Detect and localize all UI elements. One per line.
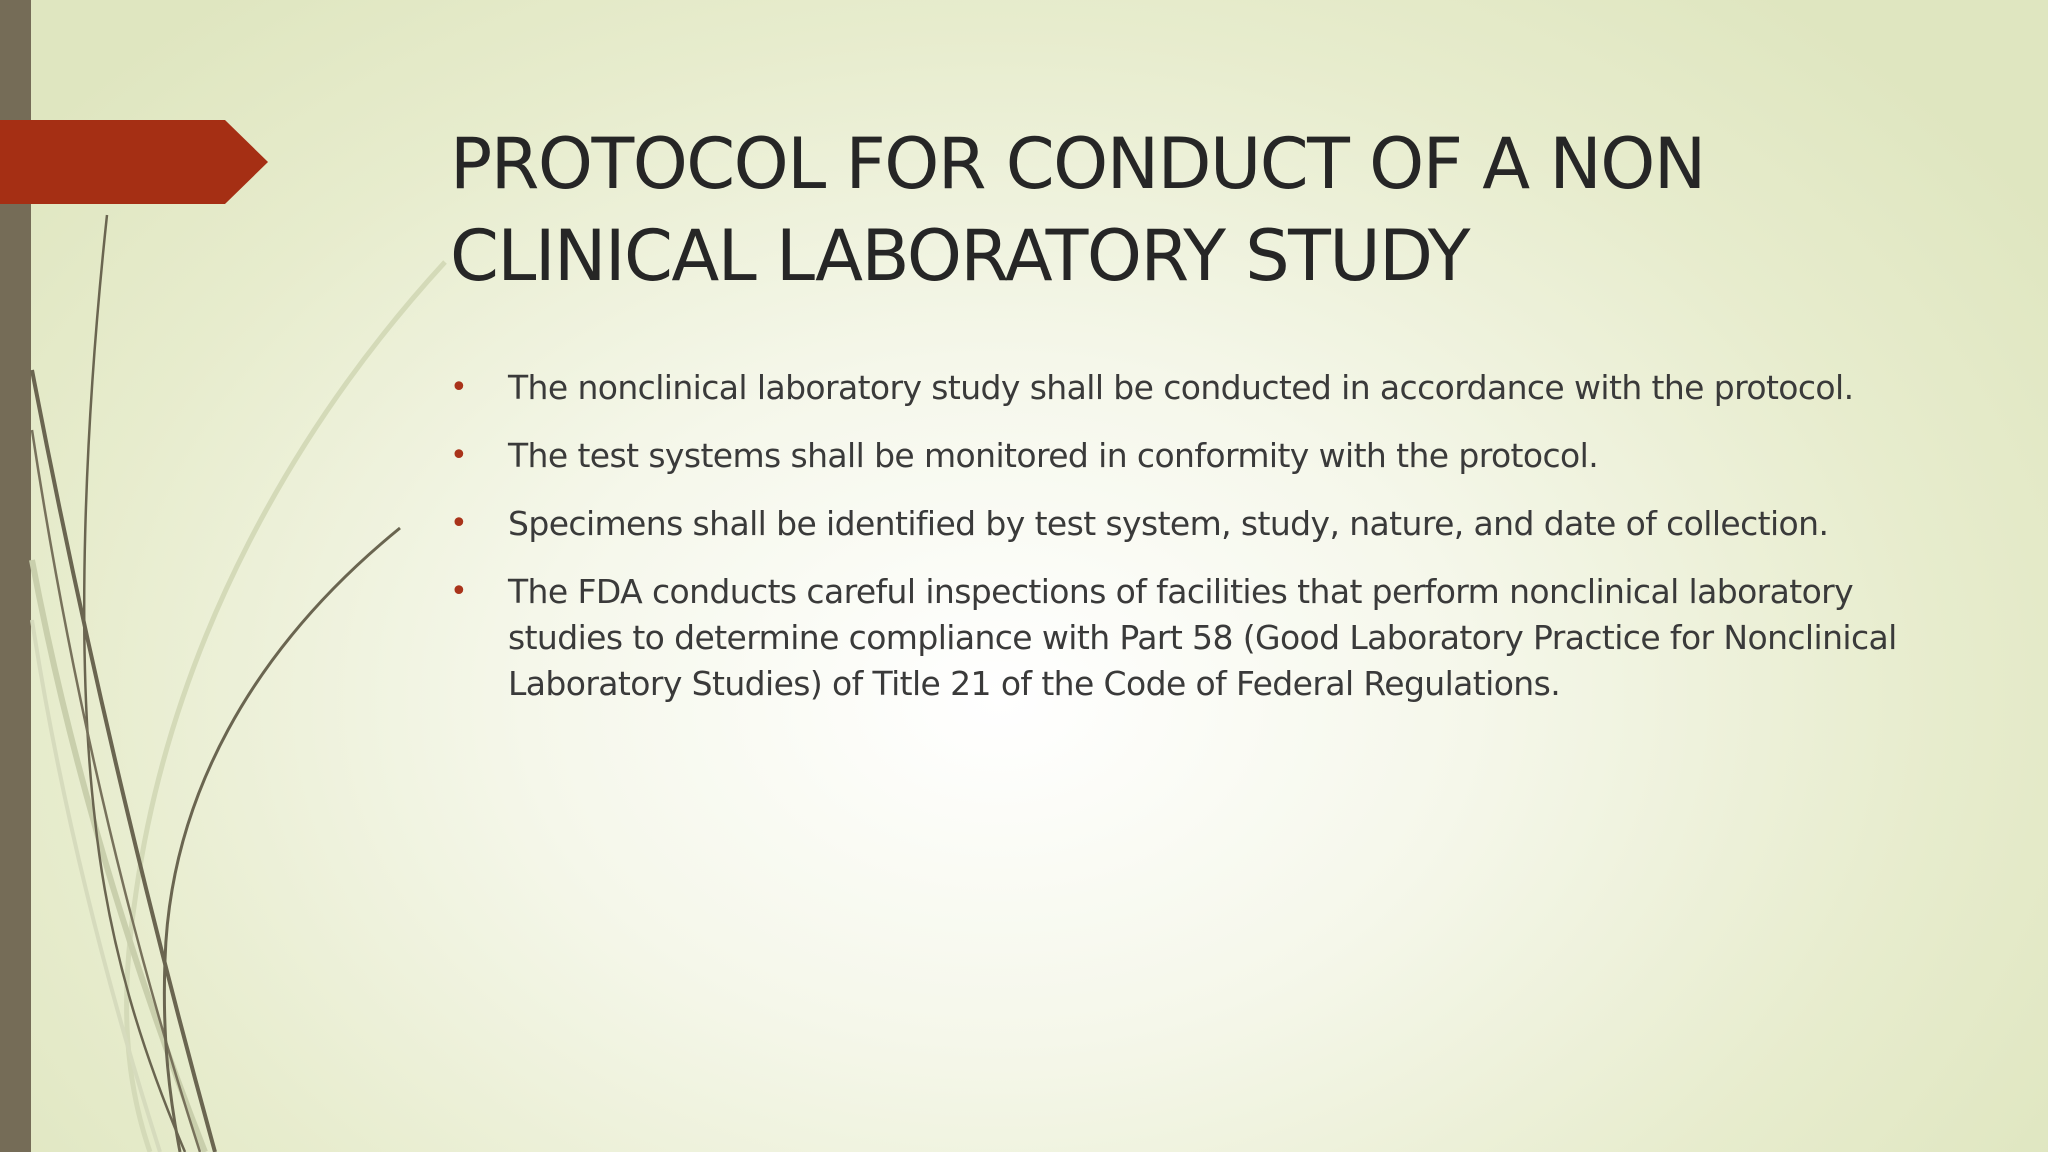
bullet-item <box>450 433 1930 479</box>
bullet-text: Specimens shall be identified by test system, study, nature, and date of collection. <box>508 504 1829 543</box>
bullet-text: The test systems shall be monitored in conformity with the protocol. <box>508 436 1599 475</box>
bullet-icon: • <box>450 574 468 609</box>
bullet-icon: • <box>450 438 468 473</box>
bullet-item <box>450 569 1930 707</box>
bullet-text: The FDA conducts careful inspections of facilities that perform nonclinical laboratory studies to determine compliance with Part 58 (Good Laboratory Practice for Nonclinical Laboratory Studies) of Title 21 of the Code of Federal Regulations. <box>508 572 1897 703</box>
bullet-item <box>450 501 1930 547</box>
bullet-text: The nonclinical laboratory study shall be conducted in accordance with the protocol. <box>508 368 1854 407</box>
bullet-icon: • <box>450 370 468 405</box>
bullet-icon: • <box>450 506 468 541</box>
bullet-item <box>450 365 1930 411</box>
slide-title: PROTOCOL FOR CONDUCT OF A NON CLINICAL LABORATORY STUDY <box>450 123 1705 297</box>
bullet-list <box>450 365 1930 729</box>
